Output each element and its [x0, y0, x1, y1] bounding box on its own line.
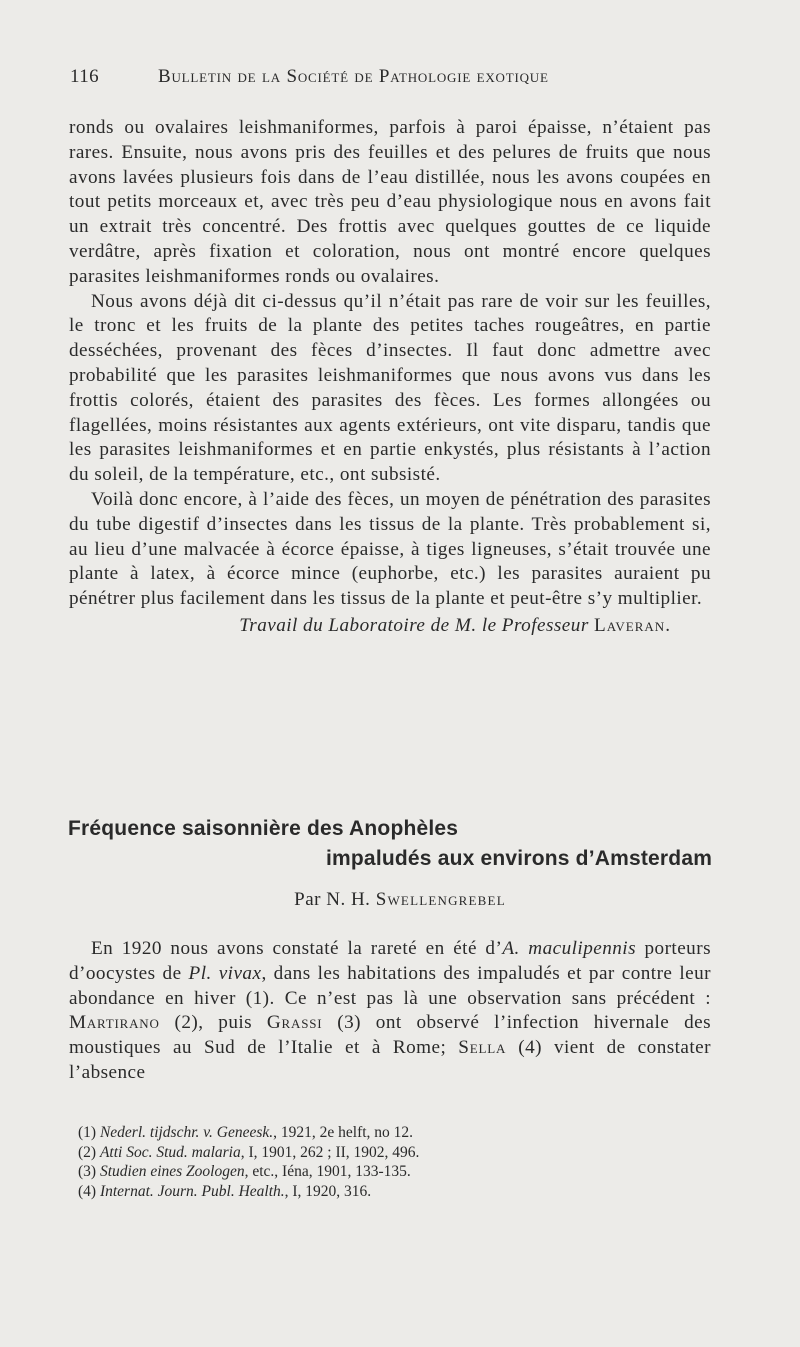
article-title-line-2: impaludés aux environs d’Amsterdam: [326, 847, 713, 870]
signature-text: Travail du Laboratoire de M. le Professeur: [239, 614, 594, 636]
article-body: [69, 937, 711, 1086]
paragraph: [69, 937, 711, 1086]
footnote-number: (2): [78, 1143, 100, 1161]
footnote-source: Nederl. tijdschr. v. Geneesk.: [99, 1124, 274, 1141]
signature-author: Laveran.: [593, 614, 671, 636]
paragraph: Nous avons déjà dit ci-dessus qu’il n’était pas rare de voir sur les feuilles, le tronc et les fruits de la plante des petites taches rougeâtres, en partie desséchées, provenant des fèces d’insectes. Il faut donc admettre avec probabilité que les parasites leishmaniformes que nous avons vus dans les frottis colorés, étaient des parasites des fèces. Les formes allongées ou flagellées, moins résistantes aux agents extérieurs, ont vite disparu, tandis que les parasites leishmaniformes et en partie enkystés, plus résistants à l’action du soleil, de la température, etc., ont subsisté.: [69, 290, 711, 486]
footnote: [78, 1162, 698, 1182]
footnote: [78, 1143, 698, 1163]
footnote-details: , I, 1920, 316.: [284, 1182, 372, 1200]
article-title-line-1: Fréquence saisonnière des Anophèles: [68, 817, 459, 840]
footnote-number: (3): [78, 1163, 100, 1180]
species-name: Pl. vivax: [188, 962, 262, 984]
text-run: (3) ont observé l’infection hivernale des moustiques au Sud de l’Italie et à Rome;: [69, 1012, 711, 1059]
article-continued-body: [69, 116, 711, 639]
cited-author: Grassi: [266, 1012, 323, 1034]
text-run: En 1920 nous avons constaté la rareté en été d’: [91, 938, 503, 959]
paragraph: Voilà donc encore, à l’aide des fèces, un moyen de pénétration des parasites du tube digestif d’insectes dans les tissus de la plante. Très probablement si, au lieu d’une malvacée à écorce épaisse, à tiges ligneuses, s’était trouvée une plante à latex, à écorce mince (euphorbe, etc.) les parasites auraient pu pénétrer plus facilement dans les tissus de la plante et peut-être s’y multiplier.: [69, 488, 711, 610]
footnote: [78, 1123, 698, 1143]
byline-prefix: Par N. H.: [294, 889, 376, 910]
footnote-source: Atti Soc. Stud. malaria: [99, 1143, 241, 1161]
text-run: (4) vient de constater l’absence: [69, 1037, 711, 1083]
journal-title: Bulletin de la Société de Pathologie exotique: [158, 66, 549, 87]
footnotes: [78, 1123, 698, 1201]
text-run: porteurs d’oocystes de: [69, 938, 711, 984]
running-head: [70, 66, 710, 88]
footnote: [78, 1182, 698, 1202]
footnote-details: , etc., Iéna, 1901, 133-135.: [244, 1163, 411, 1180]
footnote-details: , 1921, 2e helft, no 12.: [273, 1124, 414, 1141]
text-run: (2), puis: [159, 1012, 267, 1034]
text-run: , dans les habitations des impaludés et par contre leur abondance en hiver (1). Ce n’est pas là une observation sans précédent :: [69, 962, 711, 1009]
footnote-source: Studien eines Zoologen: [99, 1163, 245, 1180]
footnote-source: Internat. Journ. Publ. Health.: [99, 1182, 285, 1200]
footnote-details: , I, 1901, 262 ; II, 1902, 496.: [240, 1143, 420, 1161]
article-title: [68, 814, 718, 874]
footnote-number: (1): [78, 1124, 100, 1141]
author-name: Swellengrebel: [375, 889, 506, 910]
cited-author: Sella: [458, 1037, 507, 1059]
paragraph: ronds ou ovalaires leishmaniformes, parfois à paroi épaisse, n’étaient pas rares. Ensuite, nous avons pris des feuilles et des pelures de fruits que nous avons lavées plusieurs fois dans de l’eau distillée, nous les avons coupées en tout petits morceaux et, avec très peu d’eau physiologique nous en avons fait un extrait très concentré. Des frottis avec quelques gouttes de ce liquide verdâtre, après fixation et coloration, nous ont montré encore quelques parasites leishmaniformes ronds ou ovalaires.: [69, 117, 711, 287]
footnote-number: (4): [78, 1182, 100, 1200]
page-number: 116: [70, 66, 99, 87]
cited-author: Martirano: [69, 1012, 160, 1034]
byline: [0, 889, 800, 911]
lab-signature: [69, 614, 711, 639]
species-name: A. maculipennis: [502, 938, 636, 959]
